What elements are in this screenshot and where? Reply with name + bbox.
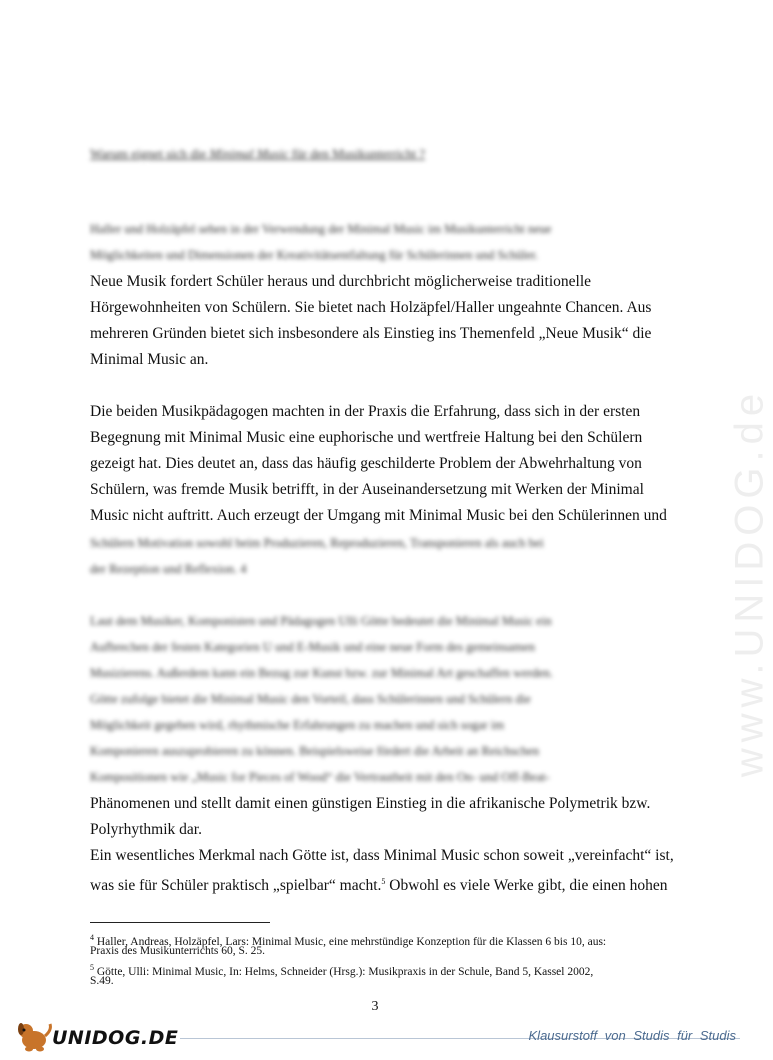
blurred-line: Kompositionen wie „Music for Pieces of Wood“ die Vertrautheit mit den On- und Off-Beat- xyxy=(90,770,550,784)
heading-italic: Minimal Music xyxy=(209,146,289,161)
footnote-text: Götte, Ulli: Minimal Music, In: Helms, Schneider (Hrsg.): Musikpraxis in der Schule, Band 5, Kassel 2002, xyxy=(96,965,594,978)
blurred-line: Möglichkeiten und Dimensionen der Kreativitätsentfaltung für Schülerinnen und Schüler. xyxy=(90,248,539,262)
section-heading xyxy=(90,146,425,162)
text-segment: was sie für Schüler praktisch „spielbar“ macht. xyxy=(90,877,382,895)
text-line xyxy=(90,869,670,899)
blurred-line: Haller und Holzäpfel sehen in der Verwendung der Minimal Music im Musikunterricht neue xyxy=(90,222,552,236)
text-line: Minimal Music an. xyxy=(90,351,209,368)
logo-text: UNIDOG.DE xyxy=(52,1027,179,1049)
text-segment: Obwohl es viele Werke gibt, die einen hohen xyxy=(385,877,668,895)
text-line: Music nicht auftritt. Auch erzeugt der Umgang mit Minimal Music bei den Schülerinnen und xyxy=(90,507,667,524)
text-line: Hörgewohnheiten von Schülern. Sie bietet nach Holzäpfel/Haller ungeahnte Chancen. Aus xyxy=(90,299,652,316)
heading-pre: Warum eignet sich die xyxy=(90,146,210,161)
blurred-line: der Rezeption und Reflexion. 4 xyxy=(90,562,247,576)
footer-tagline: Klausurstoff von Studis für Studis xyxy=(528,1028,736,1043)
text-line: mehreren Gründen bietet sich insbesondere als Einstieg ins Themenfeld „Neue Musik“ die xyxy=(90,325,652,342)
text-line: Die beiden Musikpädagogen machten in der Praxis die Erfahrung, dass sich in der ersten xyxy=(90,403,641,420)
blurred-line: Aufbrechen der festen Kategorien U und E-Musik und eine neue Form des gemeinsamen xyxy=(90,640,536,654)
footnote-5-cont: S.49. xyxy=(90,975,114,987)
watermark: www.UNIDOG.de xyxy=(727,387,772,778)
blurred-line: Götte zufolge bietet die Minimal Music den Vorteil, dass Schülerinnen und Schülern die xyxy=(90,692,531,706)
text-line: Neue Musik fordert Schüler heraus und durchbricht möglicherweise traditionelle xyxy=(90,273,592,290)
blurred-line: Laut dem Musiker, Komponisten und Pädagogen Ulli Götte bedeutet die Minimal Music ein xyxy=(90,614,552,628)
text-line: gezeigt hat. Dies deutet an, dass das häufig geschilderte Problem der Abwehrhaltung von xyxy=(90,455,642,472)
footnote-number: 5 xyxy=(90,963,94,972)
blurred-line: Komponieren auszuprobieren zu können. Beispielsweise fördert die Arbeit an Reichschen xyxy=(90,744,540,758)
blurred-line: Musizierens. Außerdem kann ein Bezug zur Kunst bzw. zur Minimal Art geschaffen werden. xyxy=(90,666,554,680)
text-line: Polyrhythmik dar. xyxy=(90,821,202,838)
footnote-divider xyxy=(90,922,270,923)
text-line: Phänomenen und stellt damit einen günstigen Einstieg in die afrikanische Polymetrik bzw. xyxy=(90,795,651,812)
footnote-text: Haller, Andreas, Holzäpfel, Lars: Minimal Music, eine mehrstündige Konzeption für die Klassen 6 bis 10, aus: xyxy=(96,935,607,948)
text-line: Begegnung mit Minimal Music eine euphorische und wertfreie Haltung bei den Schülern xyxy=(90,429,643,446)
text-line: Ein wesentliches Merkmal nach Götte ist, dass Minimal Music schon soweit „vereinfacht“ ist, xyxy=(90,847,674,864)
page-number: 3 xyxy=(371,999,379,1014)
heading-post: für den Musikunterricht ? xyxy=(288,146,426,161)
blurred-line: Schülern Motivation sowohl beim Produzieren, Reproduzieren, Transponieren als auch bei xyxy=(90,536,544,550)
footnote-4-cont: Praxis des Musikunterrichts 60, S. 25. xyxy=(90,945,266,957)
footnote-number: 4 xyxy=(90,933,94,942)
text-line: Schülern, was fremde Musik betrifft, in der Auseinandersetzung mit Werken der Minimal xyxy=(90,481,644,498)
blurred-line: Möglichkeit gegeben wird, rhythmische Erfahrungen zu machen und sich sogar im xyxy=(90,718,505,732)
footnote-ref: 5 xyxy=(381,877,386,886)
